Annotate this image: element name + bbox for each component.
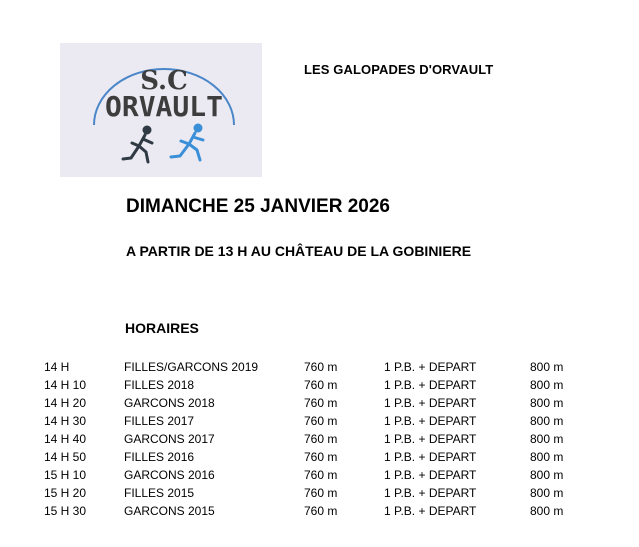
- schedule-description: 1 P.B. + DEPART: [384, 378, 477, 392]
- schedule-row: [0, 449, 639, 467]
- club-logo: [60, 43, 262, 177]
- schedule-time: 15 H 20: [44, 486, 87, 500]
- schedule-category: FILLES 2015: [124, 486, 195, 500]
- logo-text-line1: S.C: [140, 66, 188, 96]
- schedule-distance-2: 800 m: [530, 486, 564, 500]
- schedule-time: 15 H 10: [44, 468, 87, 482]
- schedule-time: 14 H 30: [44, 414, 87, 428]
- schedule-row: [0, 413, 639, 431]
- schedule-distance-1: 760 m: [304, 414, 338, 428]
- schedule-row: [0, 431, 639, 449]
- schedule-distance-1: 760 m: [304, 432, 338, 446]
- schedule-distance-2: 800 m: [530, 378, 564, 392]
- schedule-category: FILLES/GARCONS 2019: [124, 360, 259, 374]
- schedule-description: 1 P.B. + DEPART: [384, 486, 477, 500]
- schedule-description: 1 P.B. + DEPART: [384, 432, 477, 446]
- schedule-heading: HORAIRES: [125, 320, 199, 336]
- schedule-category: FILLES 2016: [124, 450, 195, 464]
- schedule-category: FILLES 2017: [124, 414, 195, 428]
- schedule-description: 1 P.B. + DEPART: [384, 360, 477, 374]
- schedule-description: 1 P.B. + DEPART: [384, 396, 477, 410]
- schedule-category: GARCONS 2017: [124, 432, 215, 446]
- event-location: A PARTIR DE 13 H AU CHÂTEAU DE LA GOBINIERE: [126, 243, 472, 259]
- schedule-row: [0, 377, 639, 395]
- schedule-distance-1: 760 m: [304, 378, 338, 392]
- schedule-distance-1: 760 m: [304, 360, 338, 374]
- schedule-time: 14 H: [44, 360, 70, 374]
- schedule-row: [0, 485, 639, 503]
- schedule-distance-1: 760 m: [304, 504, 338, 518]
- schedule-distance-2: 800 m: [530, 414, 564, 428]
- schedule-distance-2: 800 m: [530, 468, 564, 482]
- schedule-distance-1: 760 m: [304, 468, 338, 482]
- schedule-row: [0, 359, 639, 377]
- schedule-time: 14 H 10: [44, 378, 87, 392]
- schedule-row: [0, 395, 639, 413]
- schedule-category: FILLES 2018: [124, 378, 195, 392]
- schedule-row: [0, 467, 639, 485]
- schedule-distance-1: 760 m: [304, 486, 338, 500]
- schedule-time: 14 H 50: [44, 450, 87, 464]
- logo-text-line2: ORVAULT: [104, 90, 224, 123]
- runner-left-icon: [123, 126, 152, 163]
- schedule-distance-1: 760 m: [304, 450, 338, 464]
- schedule-distance-2: 800 m: [530, 504, 564, 518]
- schedule-distance-1: 760 m: [304, 396, 338, 410]
- schedule-time: 14 H 20: [44, 396, 87, 410]
- event-name: LES GALOPADES D'ORVAULT: [304, 62, 494, 77]
- schedule-description: 1 P.B. + DEPART: [384, 450, 477, 464]
- schedule-category: GARCONS 2015: [124, 504, 215, 518]
- schedule-category: GARCONS 2016: [124, 468, 215, 482]
- schedule-distance-2: 800 m: [530, 396, 564, 410]
- schedule-row: [0, 503, 639, 521]
- schedule-table: [0, 359, 639, 521]
- event-date: DIMANCHE 25 JANVIER 2026: [126, 196, 390, 217]
- runner-right-icon: [171, 124, 203, 161]
- schedule-category: GARCONS 2018: [124, 396, 215, 410]
- schedule-time: 15 H 30: [44, 504, 87, 518]
- club-logo-graphic: [60, 43, 262, 177]
- schedule-time: 14 H 40: [44, 432, 87, 446]
- schedule-distance-2: 800 m: [530, 432, 564, 446]
- schedule-description: 1 P.B. + DEPART: [384, 504, 477, 518]
- schedule-distance-2: 800 m: [530, 360, 564, 374]
- schedule-distance-2: 800 m: [530, 450, 564, 464]
- schedule-description: 1 P.B. + DEPART: [384, 468, 477, 482]
- schedule-description: 1 P.B. + DEPART: [384, 414, 477, 428]
